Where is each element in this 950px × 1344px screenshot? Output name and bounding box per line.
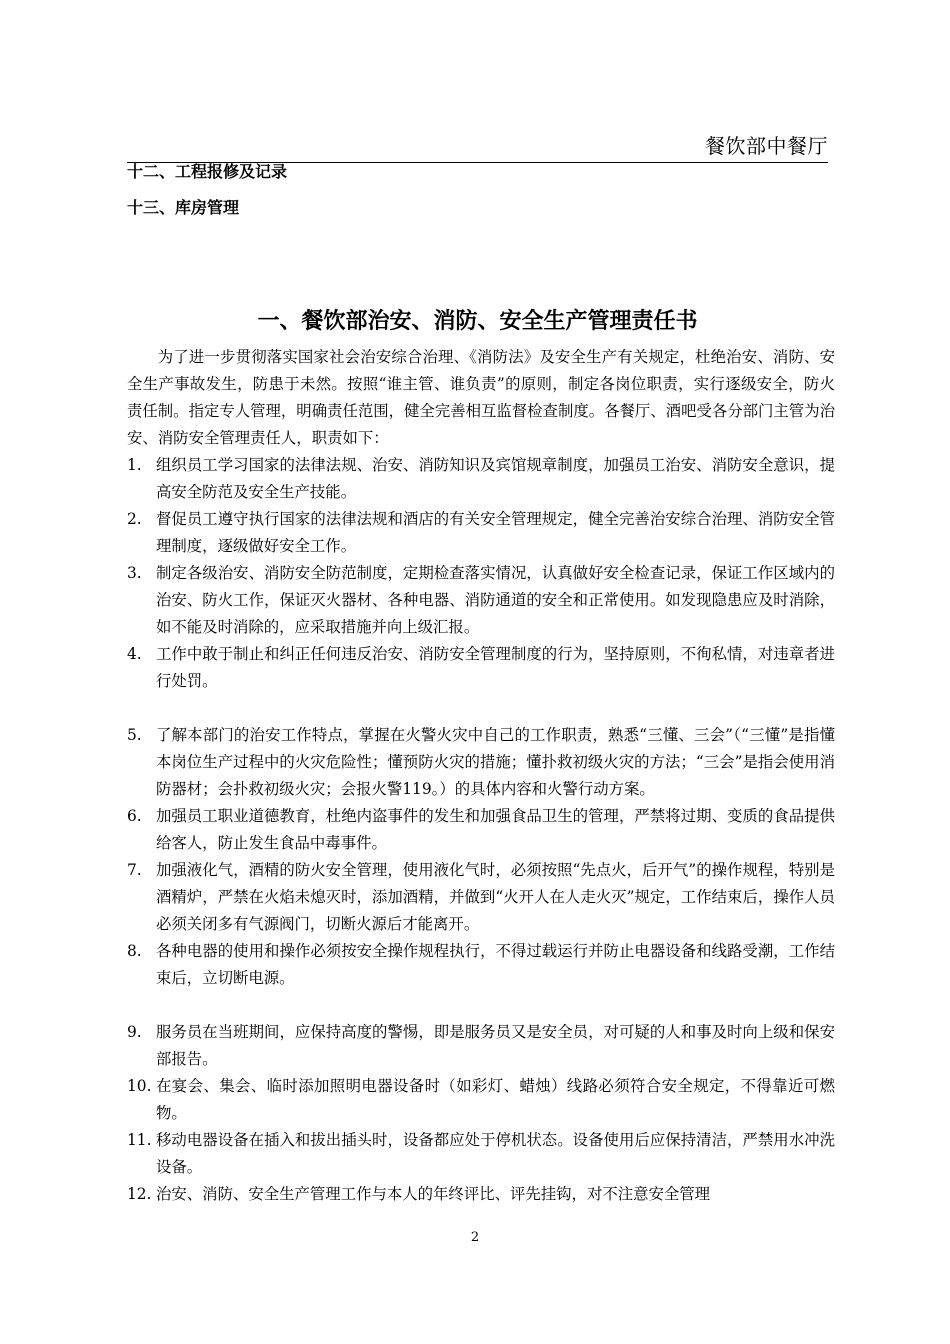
clause-number: 12. <box>127 1185 152 1203</box>
clause-item <box>127 641 835 695</box>
clause-item <box>127 506 835 560</box>
header-title: 餐饮部中餐厅 <box>705 134 828 158</box>
clause-text: 在宴会、集会、临时添加照明电器设备时（如彩灯、蜡烛）线路必须符合安全规定，不得靠近可燃物。 <box>156 1077 835 1122</box>
clause-item <box>127 560 835 641</box>
clause-number: 9. <box>127 1023 142 1041</box>
clause-item <box>127 1181 835 1208</box>
clause-item <box>127 1019 835 1073</box>
toc-list <box>127 160 828 232</box>
clause-number: 8. <box>127 942 142 960</box>
clause-item <box>127 803 835 857</box>
clause-text: 各种电器的使用和操作必须按安全操作规程执行，不得过载运行并防止电器设备和线路受潮，工作结束后，立切断电源。 <box>156 942 835 987</box>
clause-item <box>127 938 835 992</box>
clause-number: 2. <box>127 510 142 528</box>
clause-text: 移动电器设备在插入和拔出插头时，设备都应处于停机状态。设备使用后应保持清洁，严禁用水冲洗设备。 <box>156 1131 835 1176</box>
clause-text: 制定各级治安、消防安全防范制度，定期检查落实情况，认真做好安全检查记录，保证工作区域内的治安、防火工作，保证灭火器材、各种电器、消防通道的安全和正常使用。如发现隐患应及时消除，如不能及时消除的，应采取措施并向上级汇报。 <box>156 564 835 636</box>
document-body <box>127 344 835 1208</box>
clause-item <box>127 452 835 506</box>
clause-text: 治安、消防、安全生产管理工作与本人的年终评比、评先挂钩，对不注意安全管理 <box>156 1185 711 1203</box>
clause-item <box>127 722 835 803</box>
clause-text: 服务员在当班期间，应保持高度的警惕，即是服务员又是安全员，对可疑的人和事及时向上级和保安部报告。 <box>156 1023 835 1068</box>
clause-item <box>127 1127 835 1181</box>
page-number: 2 <box>470 1230 480 1245</box>
clause-number: 3. <box>127 564 142 582</box>
toc-item: 十二、工程报修及记录 <box>127 162 288 181</box>
clause-text: 工作中敢于制止和纠正任何违反治安、消防安全管理制度的行为，坚持原则，不徇私情，对违章者进行处罚。 <box>156 645 835 690</box>
clause-number: 5. <box>127 726 142 744</box>
clause-text: 加强液化气，酒精的防火安全管理，使用液化气时，必须按照“先点火，后开气”的操作规程，特别是酒精炉，严禁在火焰未熄灭时，添加酒精，并做到“火开人在人走火灭”规定，工作结束后，操作人员必须关闭多有气源阀门，切断火源后才能离开。 <box>156 861 835 933</box>
clause-number: 11. <box>127 1131 152 1149</box>
clause-text: 督促员工遵守执行国家的法律法规和酒店的有关安全管理规定，健全完善治安综合治理、消防安全管理制度，逐级做好安全工作。 <box>156 510 835 555</box>
clause-number: 1. <box>127 456 142 474</box>
clause-number: 7. <box>127 861 142 879</box>
document-title: 一、餐饮部治安、消防、安全生产管理责任书 <box>257 309 698 334</box>
clause-text: 了解本部门的治安工作特点，掌握在火警火灾中自己的工作职责，熟悉“三懂、三会”（“三懂”是指懂本岗位生产过程中的火灾危险性；懂预防火灾的措施；懂扑救初级火灾的方法；“三会”是指会使用消防器材；会扑救初级火灾；会报火警119。）的具体内容和火警行动方案。 <box>156 726 835 798</box>
clause-number: 6. <box>127 807 142 825</box>
intro-paragraph: 为了进一步贯彻落实国家社会治安综合治理、《消防法》及安全生产有关规定，杜绝治安、消防、安全生产事故发生，防患于未然。按照“谁主管、谁负责”的原则，制定各岗位职责，实行逐级安全，防火责任制。指定专人管理，明确责任范围，健全完善相互监督检查制度。各餐厅、酒吧受各分部门主管为治安、消防安全管理责任人，职责如下： <box>127 348 835 447</box>
clause-text: 组织员工学习国家的法律法规、治安、消防知识及宾馆规章制度，加强员工治安、消防安全意识，提高安全防范及安全生产技能。 <box>156 456 835 501</box>
clause-text: 加强员工职业道德教育，杜绝内盗事件的发生和加强食品卫生的管理，严禁将过期、变质的食品提供给客人，防止发生食品中毒事件。 <box>156 807 835 852</box>
clause-number: 10. <box>127 1077 152 1095</box>
clause-item <box>127 857 835 938</box>
clause-list <box>127 452 835 1208</box>
clause-number: 4. <box>127 645 142 663</box>
toc-item: 十三、库房管理 <box>127 198 240 217</box>
clause-item <box>127 1073 835 1127</box>
page-header <box>127 127 828 163</box>
